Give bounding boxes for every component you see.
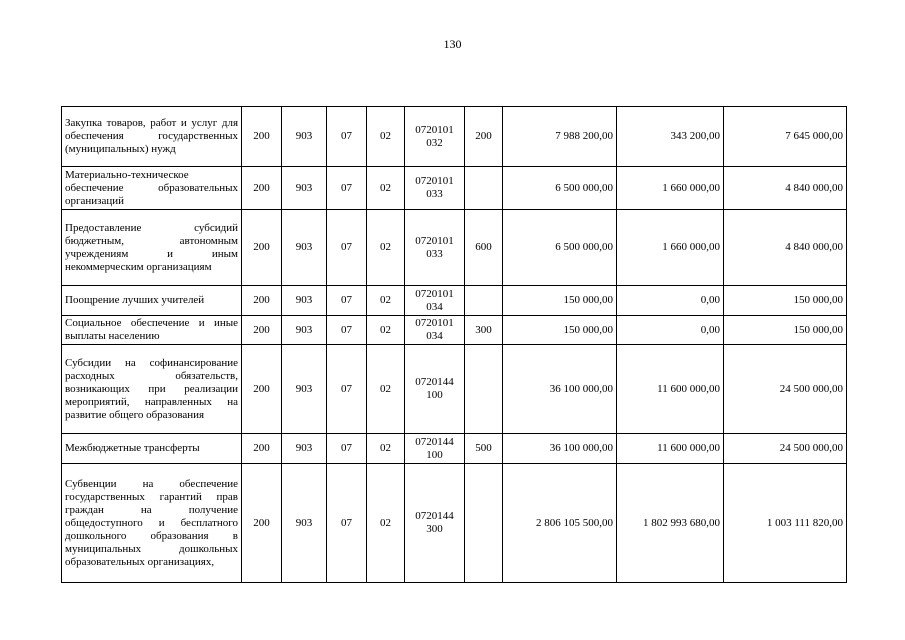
row-adm: 200 <box>242 464 282 583</box>
row-grbs: 903 <box>282 345 327 434</box>
row-csr-line1: 0720101 <box>415 317 454 329</box>
row-sum2: 343 200,00 <box>617 107 724 167</box>
row-csr <box>405 210 465 286</box>
row-sum3: 7 645 000,00 <box>724 107 847 167</box>
row-grbs: 903 <box>282 464 327 583</box>
row-grbs: 903 <box>282 434 327 464</box>
row-sum3: 4 840 000,00 <box>724 210 847 286</box>
table-row <box>62 210 847 286</box>
row-rz: 07 <box>327 345 367 434</box>
row-csr-line2: 032 <box>426 136 443 149</box>
row-sum3: 150 000,00 <box>724 316 847 345</box>
row-csr-line2: 033 <box>426 188 443 200</box>
row-name: Поощрение лучших учителей <box>62 286 242 316</box>
table-row <box>62 107 847 167</box>
row-csr-line1: 0720101 <box>415 123 454 136</box>
row-csr-line2: 033 <box>426 247 443 260</box>
row-pr: 02 <box>367 464 405 583</box>
row-rz: 07 <box>327 286 367 316</box>
row-vr: 300 <box>465 316 503 345</box>
page-number: 130 <box>443 37 462 51</box>
row-csr <box>405 107 465 167</box>
row-csr-line2: 100 <box>426 389 443 401</box>
row-grbs: 903 <box>282 210 327 286</box>
row-name: Межбюджетные трансферты <box>62 434 242 464</box>
row-adm: 200 <box>242 316 282 345</box>
row-sum3: 24 500 000,00 <box>724 434 847 464</box>
row-name: Субсидии на софинансирование расходных обязательств, возникающих при реализации мероприятий, направленных на развитие общего образования <box>62 345 242 434</box>
row-csr <box>405 434 465 464</box>
row-vr <box>465 464 503 583</box>
row-pr: 02 <box>367 286 405 316</box>
row-grbs: 903 <box>282 167 327 210</box>
table-row <box>62 286 847 316</box>
row-csr-line2: 034 <box>426 330 443 342</box>
row-rz: 07 <box>327 167 367 210</box>
row-name: Предоставление субсидий бюджетным, автономным учреждениям и иным некоммерческим организациям <box>62 210 242 286</box>
row-grbs: 903 <box>282 286 327 316</box>
row-vr <box>465 286 503 316</box>
row-sum1: 150 000,00 <box>503 286 617 316</box>
row-vr <box>465 167 503 210</box>
row-csr-line1: 0720144 <box>415 510 454 522</box>
row-sum1: 6 500 000,00 <box>503 210 617 286</box>
row-pr: 02 <box>367 210 405 286</box>
row-grbs: 903 <box>282 107 327 167</box>
row-adm: 200 <box>242 167 282 210</box>
row-csr <box>405 464 465 583</box>
row-adm: 200 <box>242 345 282 434</box>
row-csr <box>405 316 465 345</box>
row-sum2: 1 802 993 680,00 <box>617 464 724 583</box>
row-sum3: 4 840 000,00 <box>724 167 847 210</box>
row-pr: 02 <box>367 107 405 167</box>
table-row <box>62 345 847 434</box>
budget-table <box>61 106 847 583</box>
row-csr-line1: 0720101 <box>415 234 454 247</box>
row-adm: 200 <box>242 210 282 286</box>
row-csr-line1: 0720101 <box>415 287 454 300</box>
row-sum1: 36 100 000,00 <box>503 345 617 434</box>
row-pr: 02 <box>367 345 405 434</box>
row-sum2: 11 600 000,00 <box>617 434 724 464</box>
row-csr <box>405 345 465 434</box>
table-row <box>62 464 847 583</box>
table-row <box>62 316 847 345</box>
table-row <box>62 167 847 210</box>
row-adm: 200 <box>242 286 282 316</box>
row-csr-line2: 034 <box>426 300 443 313</box>
row-csr-line1: 0720144 <box>415 376 454 388</box>
row-sum2: 0,00 <box>617 286 724 316</box>
row-pr: 02 <box>367 434 405 464</box>
row-sum2: 1 660 000,00 <box>617 210 724 286</box>
row-name: Материально-техническое обеспечение образовательных организаций <box>62 167 242 210</box>
row-csr-line1: 0720144 <box>415 435 454 448</box>
row-rz: 07 <box>327 107 367 167</box>
row-rz: 07 <box>327 464 367 583</box>
row-rz: 07 <box>327 316 367 345</box>
row-csr-line2: 300 <box>426 523 443 535</box>
row-sum1: 150 000,00 <box>503 316 617 345</box>
row-csr-line1: 0720101 <box>415 175 454 187</box>
row-sum3: 150 000,00 <box>724 286 847 316</box>
table-row <box>62 434 847 464</box>
row-pr: 02 <box>367 167 405 210</box>
row-sum3: 1 003 111 820,00 <box>724 464 847 583</box>
row-sum2: 1 660 000,00 <box>617 167 724 210</box>
row-rz: 07 <box>327 434 367 464</box>
row-sum2: 0,00 <box>617 316 724 345</box>
row-rz: 07 <box>327 210 367 286</box>
row-name: Закупка товаров, работ и услуг для обеспечения государственных (муниципальных) нужд <box>62 107 242 167</box>
row-name: Субвенции на обеспечение государственных гарантий прав граждан на получение общедоступного и бесплатного дошкольного образования в муниципальных дошкольных образовательных организациях, <box>62 464 242 583</box>
row-pr: 02 <box>367 316 405 345</box>
row-vr <box>465 345 503 434</box>
row-sum1: 2 806 105 500,00 <box>503 464 617 583</box>
row-adm: 200 <box>242 434 282 464</box>
row-grbs: 903 <box>282 316 327 345</box>
row-vr: 500 <box>465 434 503 464</box>
row-name: Социальное обеспечение и иные выплаты населению <box>62 316 242 345</box>
row-vr: 200 <box>465 107 503 167</box>
row-sum1: 6 500 000,00 <box>503 167 617 210</box>
row-sum2: 11 600 000,00 <box>617 345 724 434</box>
row-adm: 200 <box>242 107 282 167</box>
row-sum3: 24 500 000,00 <box>724 345 847 434</box>
row-csr <box>405 167 465 210</box>
row-csr-line2: 100 <box>426 448 443 461</box>
row-csr <box>405 286 465 316</box>
row-sum1: 7 988 200,00 <box>503 107 617 167</box>
row-sum1: 36 100 000,00 <box>503 434 617 464</box>
row-vr: 600 <box>465 210 503 286</box>
